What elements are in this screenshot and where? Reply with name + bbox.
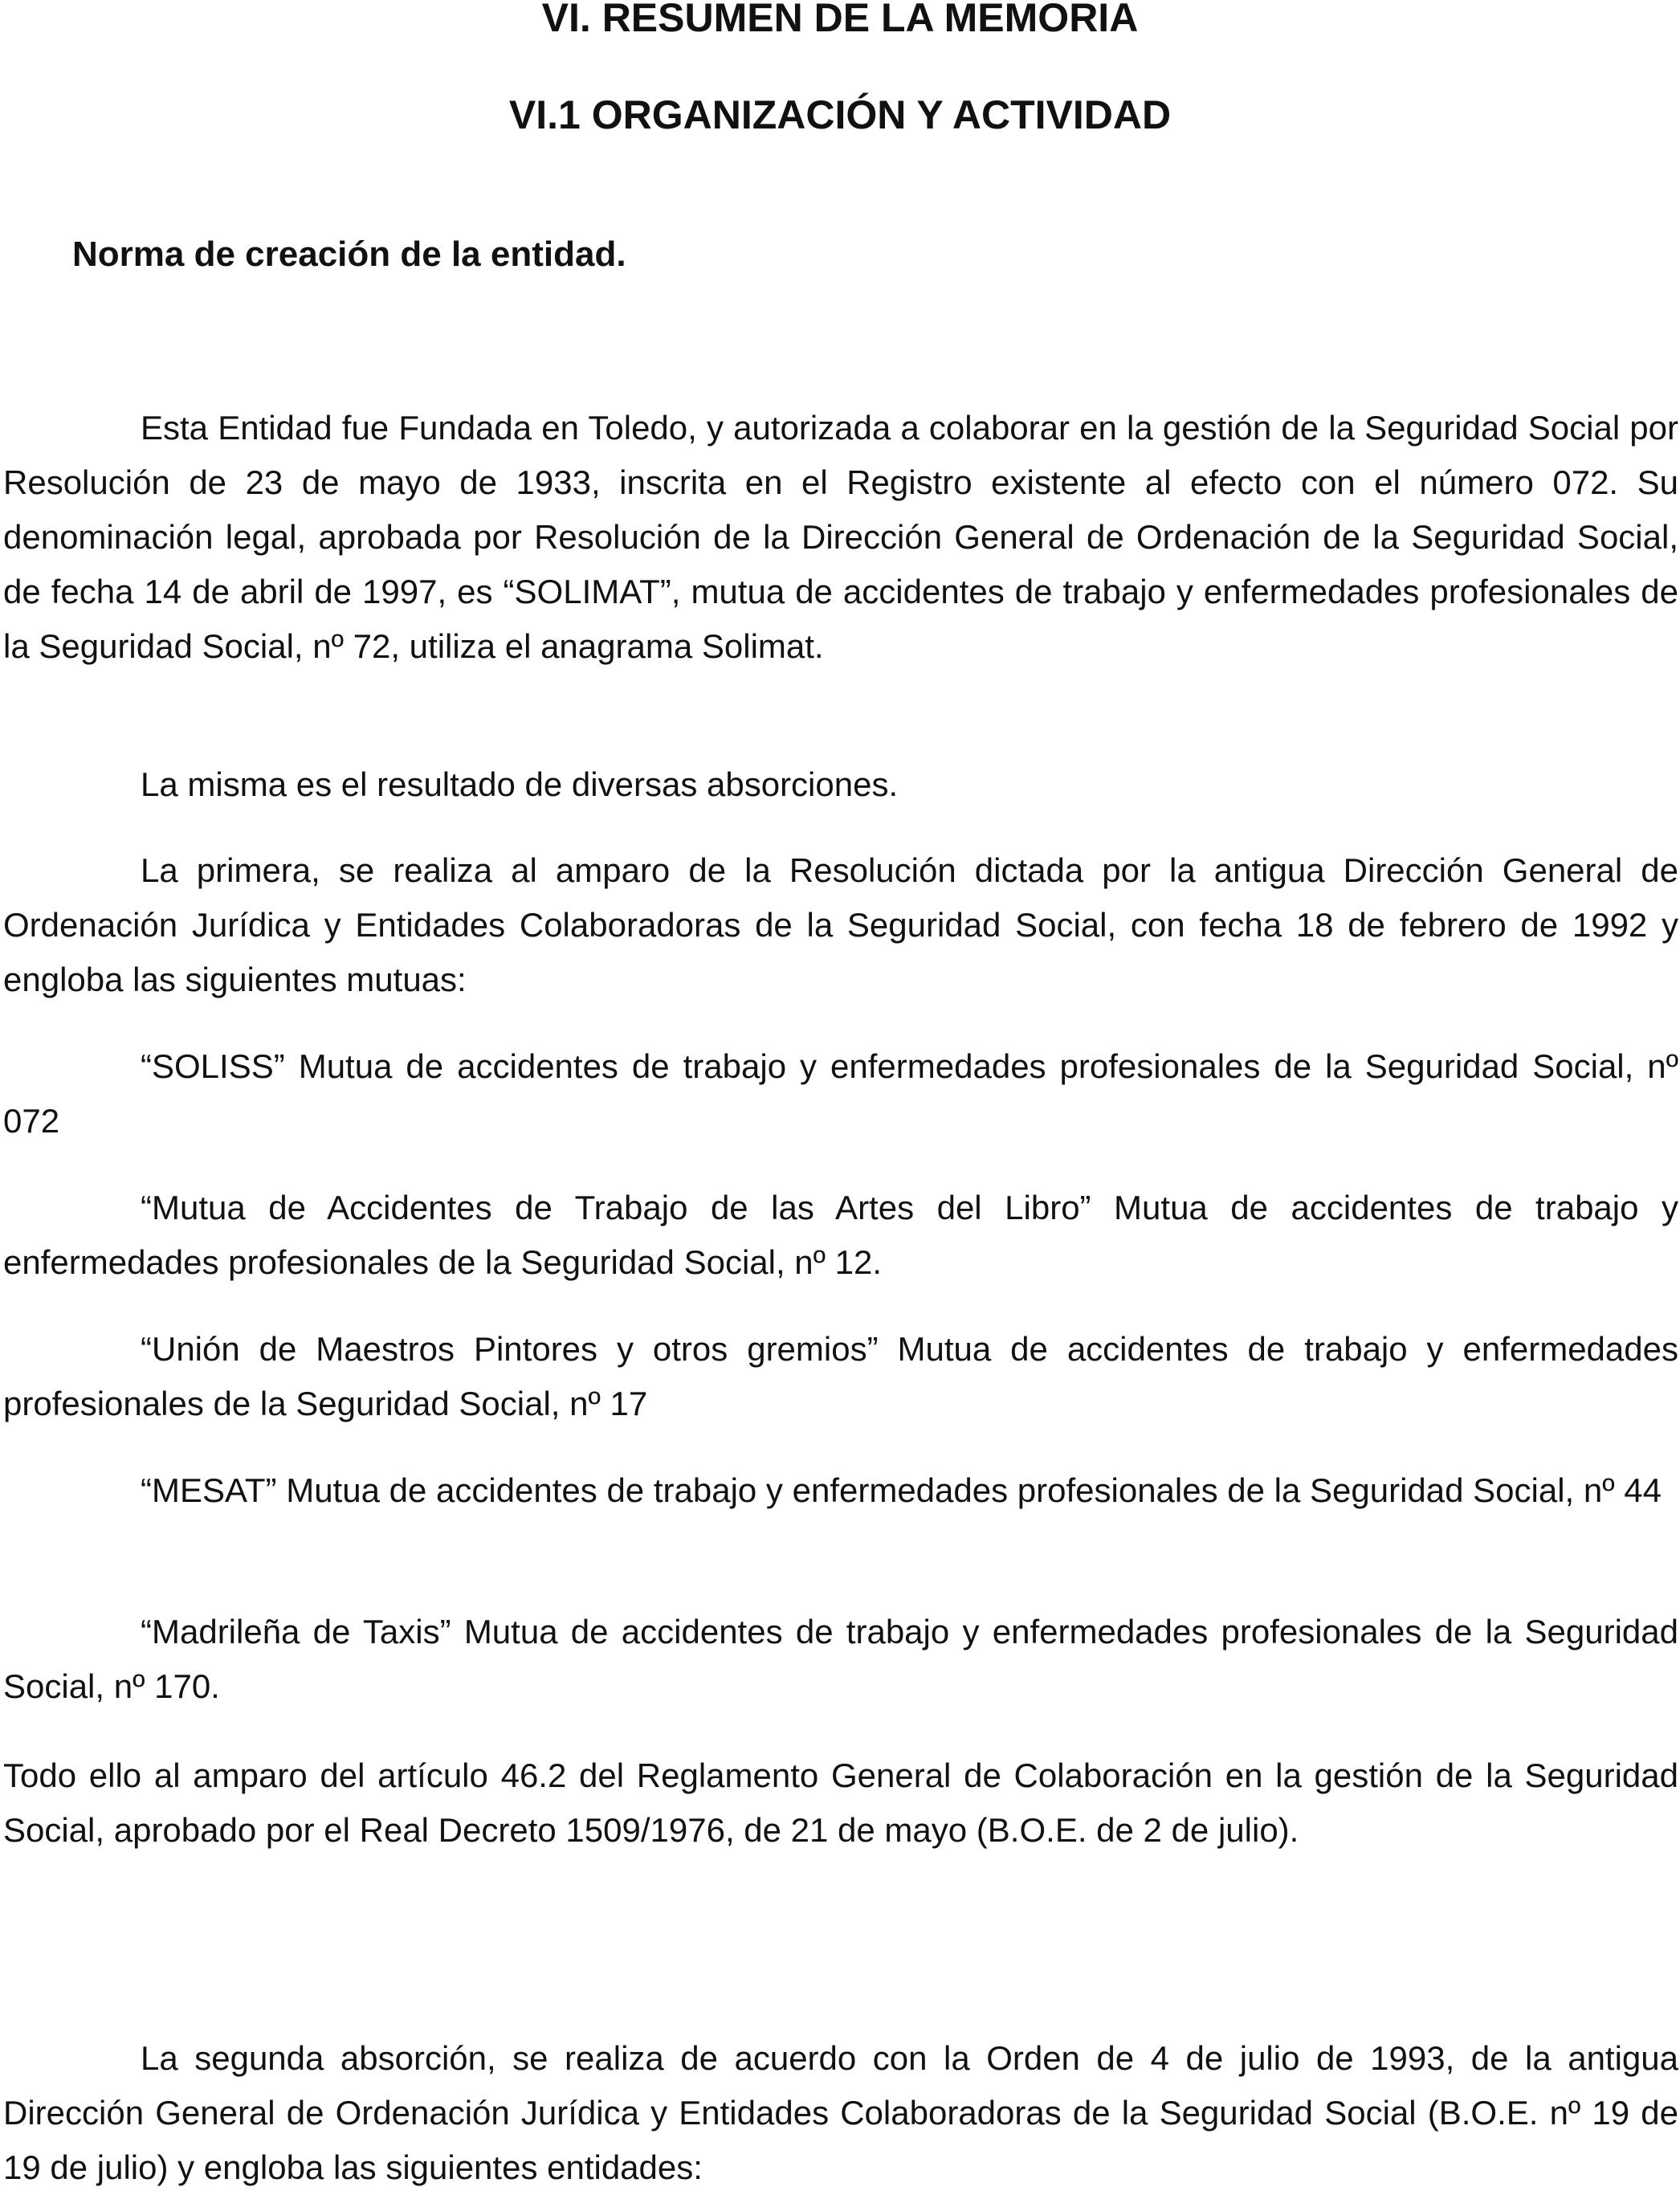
paragraph-first-absorption: La primera, se realiza al amparo de la Resolución dictada por la antigua Dirección General de Ordenación Jurídica y Entidades Colaboradoras de la Seguridad Social, con fecha 18 de febrero de 1992 y engloba las siguientes mutuas: bbox=[3, 851, 1678, 998]
document-heading: VI. RESUMEN DE LA MEMORIA bbox=[541, 0, 1139, 40]
paragraph-mutua-mesat: “MESAT” Mutua de accidentes de trabajo y enfermedades profesionales de la Seguridad Social, nº 44 bbox=[141, 1471, 1662, 1509]
paragraph-absorptions-intro: La misma es el resultado de diversas absorciones. bbox=[141, 765, 899, 803]
paragraph-second-absorption: La segunda absorción, se realiza de acuerdo con la Orden de 4 de julio de 1993, de la antigua Dirección General de Ordenación Jurídica y Entidades Colaboradoras de la Seguridad Social (B.O.E. nº 19 de 19 de julio) y engloba las siguientes entidades: bbox=[3, 2039, 1678, 2186]
paragraph-mutua-soliss: “SOLISS” Mutua de accidentes de trabajo y enfermedades profesionales de la Seguridad Social, nº 072 bbox=[3, 1047, 1678, 1140]
paragraph-mutua-artes-del-libro: “Mutua de Accidentes de Trabajo de las Artes del Libro” Mutua de accidentes de trabajo y enfermedades profesionales de la Seguridad Social, nº 12. bbox=[3, 1189, 1678, 1281]
section-heading: VI.1 ORGANIZACIÓN Y ACTIVIDAD bbox=[508, 92, 1172, 137]
paragraph-mutua-maestros-pintores: “Unión de Maestros Pintores y otros gremios” Mutua de accidentes de trabajo y enfermedades profesionales de la Seguridad Social, nº 17 bbox=[3, 1330, 1678, 1422]
paragraph-legal-basis: Todo ello al amparo del artículo 46.2 del Reglamento General de Colaboración en la gestión de la Seguridad Social, aprobado por el Real Decreto 1509/1976, de 21 de mayo (B.O.E. de 2 de julio). bbox=[3, 1756, 1678, 1849]
paragraph-mutua-madrilena-taxis: “Madrileña de Taxis” Mutua de accidentes de trabajo y enfermedades profesionales de la Seguridad Social, nº 170. bbox=[3, 1613, 1678, 1705]
subsection-title: Norma de creación de la entidad. bbox=[72, 235, 626, 274]
paragraph-entity-foundation: Esta Entidad fue Fundada en Toledo, y autorizada a colaborar en la gestión de la Seguridad Social por Resolución de 23 de mayo de 1933, inscrita en el Registro existente al efecto con el número 072. Su denominación legal, aprobada por Resolución de la Dirección General de Ordenación de la Seguridad Social, de fecha 14 de abril de 1997, es “SOLIMAT”, mutua de accidentes de trabajo y enfermedades profesionales de la Seguridad Social, nº 72, utiliza el anagrama Solimat. bbox=[3, 409, 1678, 665]
